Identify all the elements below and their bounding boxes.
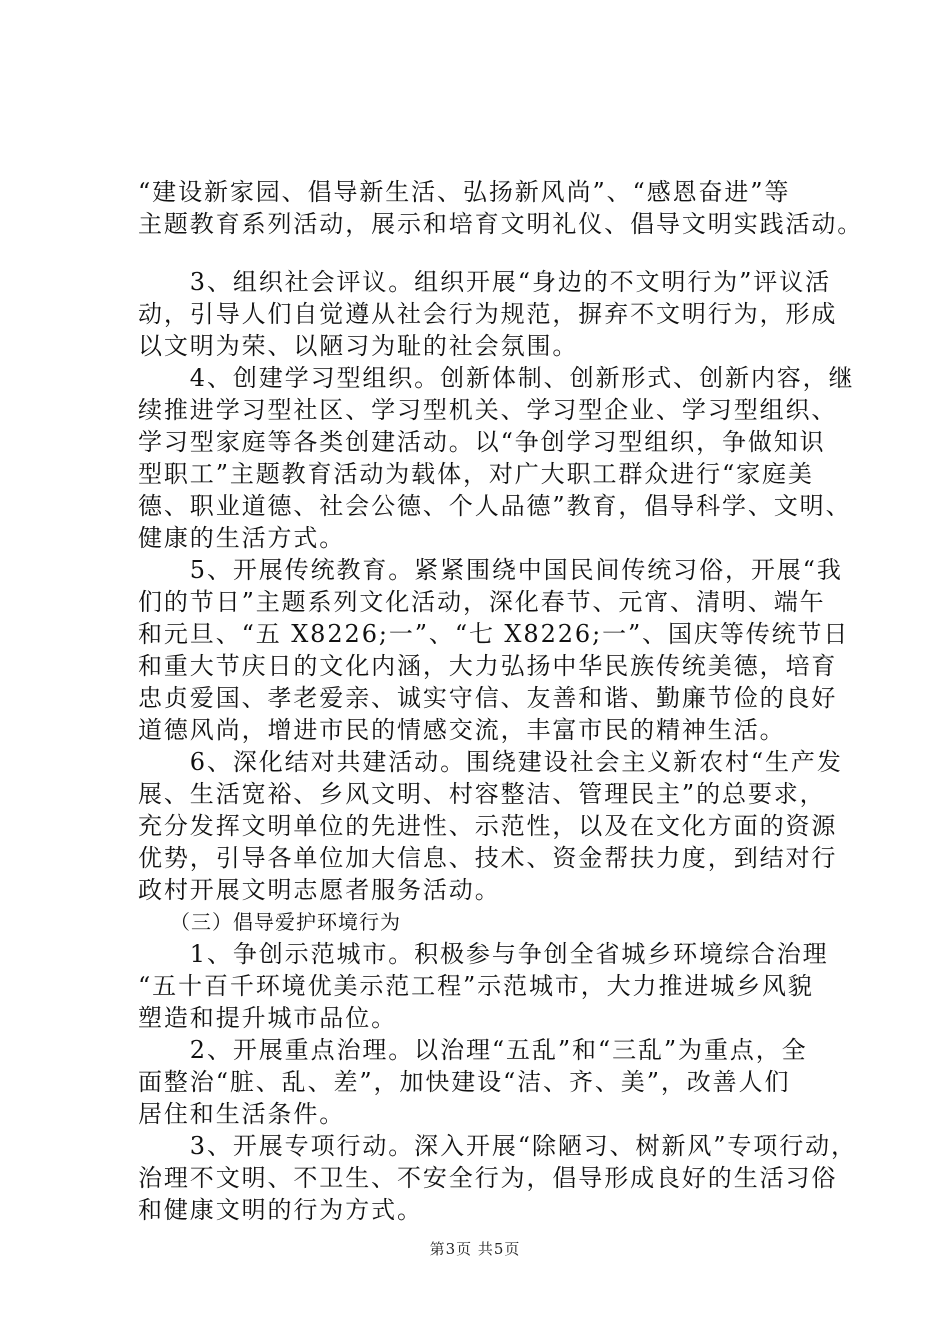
paragraph-env-item-3-special-action	[138, 1130, 857, 1226]
paragraph-env-item-2-key-governance	[138, 1034, 848, 1130]
section-heading-environment: （三）倡导爱护环境行为	[138, 910, 401, 934]
text-line: 和健康文明的行为方式。	[138, 1196, 423, 1224]
paragraph-intro	[138, 176, 864, 240]
text-line: 德、职业道德、社会公德、个人品德”教育，倡导科学、文明、	[138, 492, 852, 520]
text-line: 忠贞爱国、孝老爱亲、诚实守信、友善和谐、勤廉节俭的良好	[138, 684, 838, 712]
page-number-footer: 第3页 共5页	[429, 1240, 521, 1258]
text-line: 展、生活宽裕、乡风文明、村容整洁、管理民主”的总要求，	[138, 780, 826, 808]
paragraph-item-3-social-review	[138, 266, 848, 362]
text-line: 1、争创示范城市。积极参与争创全省城乡环境综合治理	[138, 940, 829, 968]
paragraph-item-5-traditional-education	[138, 554, 848, 746]
text-line: 治理不文明、不卫生、不安全行为，倡导形成良好的生活习俗	[138, 1164, 838, 1192]
text-line: 2、开展重点治理。以治理“五乱”和“三乱”为重点，全	[138, 1036, 808, 1064]
text-line: “建设新家园、倡导新生活、弘扬新风尚”、“感恩奋进”等	[138, 178, 791, 206]
text-line: 和元旦、“五 X8226;一”、“七 X8226;一”、国庆等传统节日	[138, 620, 850, 648]
text-line: 和重大节庆日的文化内涵，大力弘扬中华民族传统美德，培育	[138, 652, 838, 680]
text-line: 道德风尚，增进市民的情感交流，丰富市民的精神生活。	[138, 716, 786, 744]
text-line: 4、创建学习型组织。创新体制、创新形式、创新内容，继	[138, 364, 855, 392]
paragraph-item-6-partnership	[138, 746, 848, 906]
text-line: 3、组织社会评议。组织开展“身边的不文明行为”评议活	[138, 268, 832, 296]
text-line: 3、开展专项行动。深入开展“除陋习、树新风”专项行动，	[138, 1132, 857, 1160]
text-line: 动，引导人们自觉遵从社会行为规范，摒弃不文明行为，形成	[138, 300, 838, 328]
text-line: 优势，引导各单位加大信息、技术、资金帮扶力度，到结对行	[138, 844, 838, 872]
text-line: 6、深化结对共建活动。围绕建设社会主义新农村“生产发	[138, 748, 843, 776]
text-line: 充分发挥文明单位的先进性、示范性，以及在文化方面的资源	[138, 812, 838, 840]
text-line: 塑造和提升城市品位。	[138, 1004, 397, 1032]
document-body	[138, 176, 864, 1226]
text-line: 以文明为荣、以陋习为耻的社会氛围。	[138, 332, 579, 360]
text-line: 们的节日”主题系列文化活动，深化春节、元宵、清明、端午	[138, 588, 826, 616]
text-line: 型职工”主题教育活动为载体，对广大职工群众进行“家庭美	[138, 460, 814, 488]
text-line: 居住和生活条件。	[138, 1100, 346, 1128]
paragraph-gap	[138, 240, 848, 266]
text-line: 政村开展文明志愿者服务活动。	[138, 876, 501, 904]
text-line: 面整治“脏、乱、差”，加快建设“洁、齐、美”，改善人们	[138, 1068, 791, 1096]
text-line: 续推进学习型社区、学习型机关、学习型企业、学习型组织、	[138, 396, 838, 424]
text-line: 健康的生活方式。	[138, 524, 346, 552]
text-line: “五十百千环境优美示范工程”示范城市，大力推进城乡风貌	[138, 972, 814, 1000]
text-line: 学习型家庭等各类创建活动。以“争创学习型组织，争做知识	[138, 428, 826, 456]
text-line: 5、开展传统教育。紧紧围绕中国民间传统习俗，开展“我	[138, 556, 843, 584]
text-line: 主题教育系列活动，展示和培育文明礼仪、倡导文明实践活动。	[138, 210, 864, 238]
paragraph-item-4-learning-organization	[138, 362, 855, 554]
paragraph-env-item-1-model-city	[138, 938, 848, 1034]
